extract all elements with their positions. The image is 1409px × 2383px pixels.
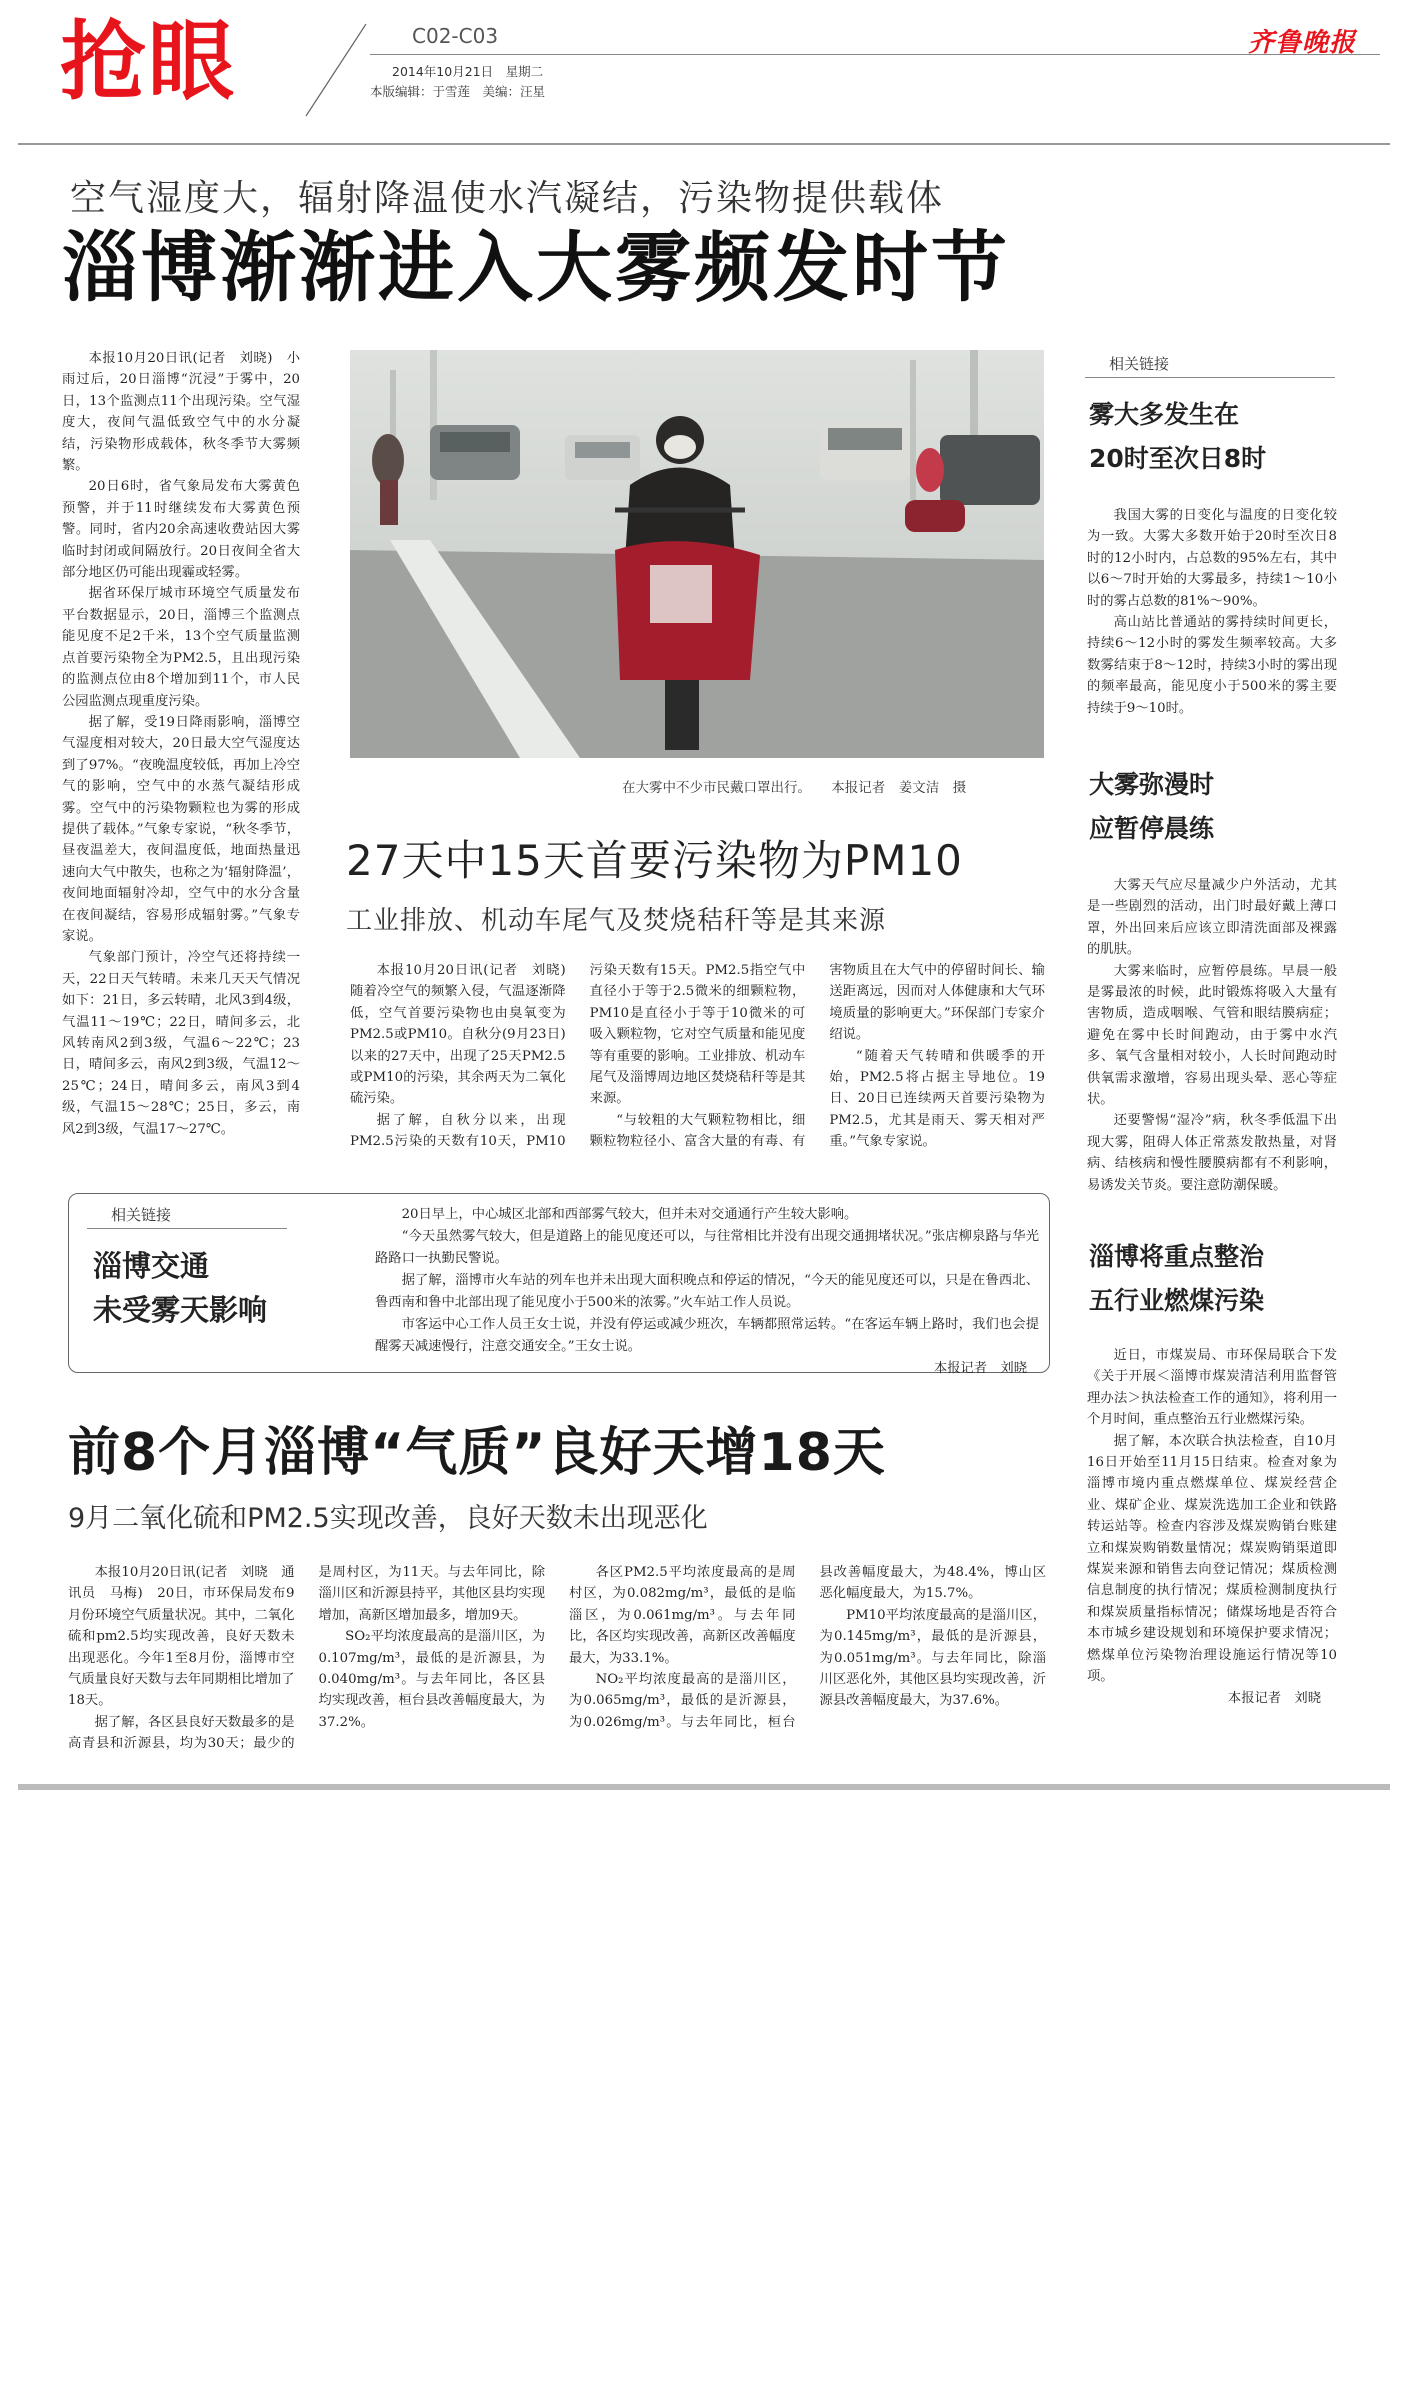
masthead-divider [18, 143, 1390, 145]
date-line: 2014年10月21日 星期二 [392, 64, 544, 79]
fog-time-title [1089, 393, 1266, 481]
fog-time-paragraph: 高山站比普通站的雾持续时间更长，持续6～12小时的雾发生频率较高。大多数雾结束于8～12时，持续3小时的雾出现的频率最高，能见度小于500米的雾主要持续于9～10时。 [1087, 615, 1337, 716]
coal-byline: 本报记者 刘晓 [1227, 1690, 1321, 1706]
pm10-paragraph: 本报10月20日讯(记者 刘晓) 随着冷空气的频繁入侵，气温逐渐降低，空气首要污染物也由臭氧变为PM2.5或PM10。自秋分(9月23日)以来的27天中，出现了25天PM2.5或PM10的污染，其余两天为二氧化硫污染。 [350, 963, 579, 1107]
photo-caption: 在大雾中不少市民戴口罩出行。 本报记者 姜文洁 摄 [622, 780, 967, 796]
traffic-paragraph: 市客运中心工作人员王女士说，并没有停运或减少班次，车辆都照常运转。“在客运车辆上路时，我们也会提醒雾天减速慢行，注意交通安全。”王女士说。 [375, 1317, 1039, 1354]
main-kicker: 空气湿度大，辐射降温使水汽凝结，污染物提供载体 [70, 178, 945, 219]
quality-paragraph: NO₂平均浓度最高的是淄川区，为0.065mg/m³，最低的是沂源县，为0.026mg/m³。与去年同比，桓台县改善幅度最大，为48.4%，博山区恶化幅度最大，为15.7%。 [569, 1565, 1046, 1730]
fog-time-paragraph: 我国大雾的日变化与温度的日变化较为一致。大雾大多数开始于20时至次日8时的12小时内，占总数的95%左右，其中以6～7时开始的大雾最多，持续1～10小时的雾占总数的81%～90%。 [1087, 508, 1337, 609]
main-paragraph: 20日6时，省气象局发布大雾黄色预警，并于11时继续发布大雾黄色预警。同时，省内20余高速收费站因大雾临时封闭或间隔放行。20日夜间全省大部分地区仍可能出现霾或轻雾。 [62, 479, 300, 581]
traffic-title-line: 未受雾天影响 [93, 1293, 268, 1327]
masthead [0, 0, 1409, 150]
traffic-tag: 相关链接 [111, 1206, 172, 1224]
morning-run-paragraph: 还要警惕“湿冷”病，秋冬季低温下出现大雾，阻碍人体正常蒸发散热量，对肾病、结核病和慢性腰膜病都有不利影响，易诱发关节炎。要注意防潮保暖。 [1087, 1113, 1337, 1193]
quality-body [68, 1562, 1046, 1762]
traffic-paragraph: “今天虽然雾气较大，但是道路上的能见度还可以，与往常相比并没有出现交通拥堵状况。”张店柳泉路与华光路路口一执勤民警说。 [375, 1229, 1039, 1266]
quality-paragraph: PM10平均浓度最高的是淄川区，为0.145mg/m³，最低的是沂源县，为0.051mg/m³。与去年同比，除淄川区恶化外，其他区县均实现改善，沂源县改善幅度最大，为37.6%。 [819, 1607, 1046, 1709]
fog-photo [350, 350, 1044, 758]
quality-headline: 前8个月淄博“气质”良好天增18天 [68, 1423, 886, 1483]
main-headline: 淄博渐渐进入大雾频发时节 [62, 223, 1010, 312]
page-bottom-rule [18, 1784, 1390, 1790]
quality-paragraph: SO₂平均浓度最高的是淄川区，为0.107mg/m³，最低的是沂源县，为0.040mg/m³。与去年同比，各区县均实现改善，桓台县改善幅度最大，为37.2%。 [318, 1629, 545, 1730]
page-range: C02-C03 [412, 24, 499, 48]
main-paragraph: 本报10月20日讯(记者 刘晓) 小雨过后，20日淄博“沉浸”于雾中，20日，13个监测点11个出现污染。空气湿度大，夜间气温低致空气中的水分凝结，污染物形成载体，秋冬季节大雾频繁。 [62, 351, 300, 474]
coal-title [1089, 1235, 1264, 1323]
sidebar-tag-rule [1085, 377, 1335, 378]
fog-time-body [1087, 505, 1337, 719]
morning-run-title [1089, 763, 1214, 851]
morning-run-body [1087, 875, 1337, 1196]
masthead-slash-icon [300, 20, 370, 120]
morning-run-paragraph: 大雾天气应尽量减少户外活动，尤其是一些剧烈的活动，出门时最好戴上薄口罩，外出回来后应该立即清洗面部及裸露的肌肤。 [1087, 878, 1337, 958]
sidebar [1085, 345, 1340, 1785]
morning-run-title-line: 大雾弥漫时 [1089, 770, 1215, 799]
coal-title-line: 淄博将重点整治 [1089, 1242, 1265, 1271]
fog-time-title-line: 20时至次日8时 [1089, 444, 1267, 473]
traffic-body [375, 1204, 1039, 1380]
pm10-paragraph: “随着天气转晴和供暖季的开始，PM2.5将占据主导地位。19日、20日已连续两天首要污染物为PM2.5，尤其是雨天、雾天相对严重。”气象专家说。 [829, 1048, 1045, 1150]
pm10-paragraph: 据了解，自秋分以来，出现PM2.5污染的天数有10天，PM10污染天数有15天。PM2.5指空气中直径小于等于2.5微米的细颗粒物，PM10是直径小于等于10微米的可吸入颗粒物，它对空气质量和能见度等有重要的影响。工业排放、机动车尾气及淄博周边地区焚烧秸秆等是其来源。 [350, 963, 806, 1150]
main-paragraph: 据了解，受19日降雨影响，淄博空气湿度相对较大，20日最大空气湿度达到了97%。“夜晚温度较低，再加上冷空气的影响，空气中的水蒸气凝结形成雾。空气中的污染物颗粒也为雾的形成提供了载体。”气象专家说，“秋冬季节，昼夜温差大，夜间温度低，地面热量迅速向大气中散失，也称之为‘辐射降温’，夜间地面辐射冷却，空气中的水分含量在夜间凝结，容易形成辐射雾。”气象专家说。 [62, 714, 300, 944]
fog-time-title-line: 雾大多发生在 [1089, 400, 1240, 429]
traffic-tag-rule [87, 1228, 287, 1229]
page-range-underline [370, 54, 1380, 55]
traffic-paragraph: 20日早上，中心城区北部和西部雾气较大，但并未对交通通行产生较大影响。 [401, 1207, 858, 1222]
traffic-byline: 本报记者 刘晓 [933, 1361, 1027, 1376]
quality-paragraph: 据了解，各区县良好天数最多的是高青县和沂源县，均为30天；最少的是周村区，为11天。与去年同比，除淄川区和沂源县持平，其他区县均实现增加，高新区增加最多，增加9天。 [68, 1565, 545, 1752]
pm10-headline: 27天中15天首要污染物为PM10 [346, 836, 963, 885]
morning-run-paragraph: 大雾来临时，应暂停晨练。早晨一般是雾最浓的时候，此时锻炼将吸入大量有害物质，造成咽喉、气管和眼结膜病症；避免在雾中长时间跑动，由于雾中水汽多、氧气含量相对较小，人长时间跑动时供氧需求激增，容易出现头晕、恶心等症状。 [1087, 963, 1337, 1108]
main-paragraph: 据省环保厅城市环境空气质量发布平台数据显示，20日，淄博三个监测点能见度不足2千米，13个空气质量监测点首要污染物全为PM2.5，且出现污染的监测点位由8个增加到11个，市人民公园监测点现重度污染。 [62, 586, 300, 709]
quality-subhead: 9月二氧化硫和PM2.5实现改善，良好天数未出现恶化 [68, 1503, 708, 1534]
coal-paragraph: 据了解，本次联合执法检查，自10月16日开始至11月15日结束。检查对象为淄博市境内重点燃煤单位、煤炭经营企业、煤矿企业、煤炭洗选加工企业和铁路转运站等。检查内容涉及煤炭购销台账建立和煤炭购销数量情况；煤炭购销渠道即煤炭来源和销售去向登记情况；煤质检测信息制度的执行情况；煤质检测制度执行和煤炭质量指标情况；储煤场地是否符合本市城乡建设规划和环境保护要求情况；燃煤单位污染物治理设施运行情况等10项。 [1087, 1433, 1337, 1685]
traffic-title [93, 1244, 267, 1332]
editors-line: 本版编辑：于雪莲 美编：汪星 [370, 84, 546, 99]
traffic-paragraph: 据了解，淄博市火车站的列车也并未出现大面积晚点和停运的情况，“今天的能见度还可以，只是在鲁西北、鲁西南和鲁中北部出现了能见度小于500米的浓雾。”火车站工作人员说。 [375, 1273, 1039, 1310]
fog-street-image [350, 350, 1044, 758]
main-story-body [62, 348, 300, 1140]
pm10-body [350, 960, 1045, 1175]
traffic-title-line: 淄博交通 [93, 1249, 210, 1283]
traffic-box [68, 1193, 1050, 1376]
pm10-paragraph: “与较粗的大气颗粒物相比，细颗粒物粒径小、富含大量的有毒、有害物质且在大气中的停留时间长、输送距离远，因而对人体健康和大气环境质量的影响更大。”环保部门专家介绍说。 [589, 963, 1045, 1150]
quality-paragraph: 各区PM2.5平均浓度最高的是周村区，为0.082mg/m³，最低的是临淄区，为0.061mg/m³。与去年同比，各区均实现改善，高新区改善幅度最大，为33.1%。 [569, 1565, 796, 1666]
coal-body [1087, 1345, 1337, 1709]
morning-run-title-line: 应暂停晨练 [1089, 814, 1215, 843]
quality-paragraph: 本报10月20日讯(记者 刘晓 通讯员 马梅) 20日，市环保局发布9月份环境空气质量状况。其中，二氧化硫和pm2.5均实现改善，良好天数未出现恶化。今年1至8月份，淄博市空气质量良好天数与去年同期相比增加了18天。 [68, 1565, 295, 1709]
sidebar-tag: 相关链接 [1109, 355, 1170, 373]
coal-title-line: 五行业燃煤污染 [1089, 1286, 1265, 1315]
main-paragraph: 气象部门预计，冷空气还将持续一天，22日天气转晴。未来几天天气情况如下：21日，多云转晴，北风3到4级，气温11～19℃；22日，晴间多云，北风转南风2到3级，气温6～22℃；23日，晴间多云，南风2到3级，气温12～25℃；24日，晴间多云，南风3到4级，气温15～28℃；25日，多云，南风2到3级，气温17～27℃。 [62, 950, 300, 1137]
section-title: 抢眼 [60, 12, 236, 112]
coal-paragraph: 近日，市煤炭局、市环保局联合下发《关于开展＜淄博市煤炭清洁利用监督管理办法＞执法检查工作的通知》，将利用一个月时间，重点整治五行业燃煤污染。 [1087, 1348, 1337, 1428]
paper-name: 齐鲁晚报 [1248, 28, 1357, 58]
pm10-subhead: 工业排放、机动车尾气及焚烧秸秆等是其来源 [346, 906, 887, 936]
